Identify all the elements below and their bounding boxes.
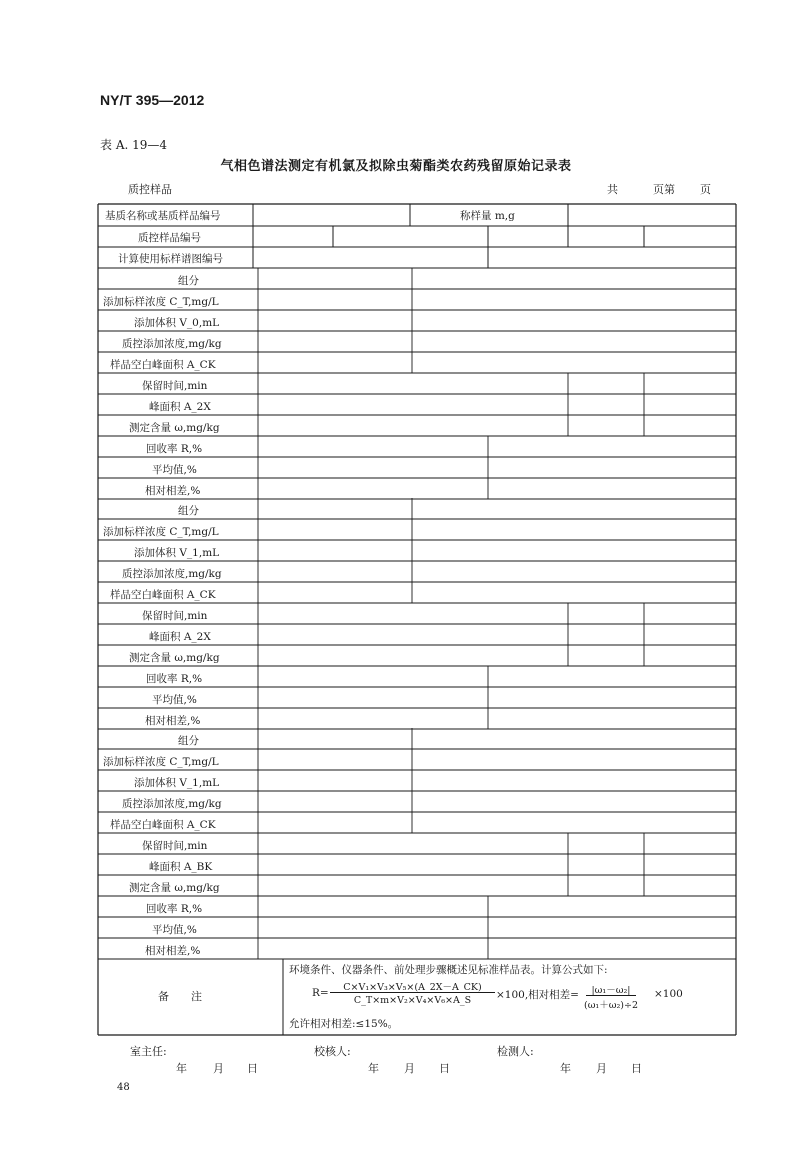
reldiff-denominator: (ω₁＋ω₂)÷2 <box>583 1000 639 1011</box>
group1-component-label: 组分 <box>178 275 199 287</box>
group2-measured-label: 测定含量 ω,mg/kg <box>129 652 220 664</box>
date-day-2: 日 <box>439 1062 450 1075</box>
matrix-label: 基质名称或基质样品编号 <box>105 210 221 222</box>
qc-sample-label: 质控样品 <box>128 183 172 196</box>
allowed-diff: 允许相对相差:≤15%。 <box>289 1018 399 1030</box>
group3-rel-diff-label: 相对相差,% <box>145 945 201 957</box>
group2-area-label: 峰面积 A_2X <box>149 631 211 643</box>
group3-mean-label: 平均值,% <box>152 924 197 936</box>
group3-conc-label: 添加标样浓度 C_T,mg/L <box>103 756 219 768</box>
date-year-1: 年 <box>176 1062 187 1075</box>
page-number: 48 <box>117 1082 130 1093</box>
group3-qc-conc-label: 质控添加浓度,mg/kg <box>122 798 222 810</box>
weigh-label: 称样量 m,g <box>460 210 515 222</box>
group3-component-label: 组分 <box>178 735 199 747</box>
group2-volume-label: 添加体积 V_1,mL <box>134 547 220 559</box>
group1-mean-label: 平均值,% <box>152 464 197 476</box>
group3-measured-label: 测定含量 ω,mg/kg <box>129 882 220 894</box>
remarks-label: 备 注 <box>158 990 202 1003</box>
group2-rel-diff-label: 相对相差,% <box>145 715 201 727</box>
group2-mean-label: 平均值,% <box>152 694 197 706</box>
tester-label: 检测人: <box>497 1045 534 1058</box>
group3-recovery-label: 回收率 R,% <box>146 903 203 915</box>
director-label: 室主任: <box>130 1045 167 1058</box>
date-year-3: 年 <box>560 1062 571 1075</box>
group2-qc-conc-label: 质控添加浓度,mg/kg <box>122 568 222 580</box>
date-month-2: 月 <box>404 1062 415 1075</box>
group3-rt-label: 保留时间,min <box>142 840 208 852</box>
standard-code: NY/T 395—2012 <box>100 92 205 108</box>
group1-volume-label: 添加体积 V_0,mL <box>134 317 220 329</box>
table-title: 气相色谱法测定有机氯及拟除虫菊酯类农药残留原始记录表 <box>220 159 572 174</box>
date-year-2: 年 <box>368 1062 379 1075</box>
group2-rt-label: 保留时间,min <box>142 610 208 622</box>
group1-measured-label: 测定含量 ω,mg/kg <box>129 422 220 434</box>
group3-area-label: 峰面积 A_BK <box>149 861 213 873</box>
group3-volume-label: 添加体积 V_1,mL <box>134 777 220 789</box>
page-total-label: 共 <box>607 183 618 196</box>
formula-denominator: C_T×m×V₂×V₄×V₆×A_S <box>353 995 472 1006</box>
group2-component-label: 组分 <box>178 505 199 517</box>
group1-conc-label: 添加标样浓度 C_T,mg/L <box>103 296 219 308</box>
checker-label: 校核人: <box>314 1045 351 1058</box>
group2-conc-label: 添加标样浓度 C_T,mg/L <box>103 526 219 538</box>
group1-qc-conc-label: 质控添加浓度,mg/kg <box>122 338 222 350</box>
group1-rel-diff-label: 相对相差,% <box>145 485 201 497</box>
date-day-1: 日 <box>247 1062 258 1075</box>
qc-number-label: 质控样品编号 <box>138 232 201 244</box>
group3-blank-label: 样品空白峰面积 A_CK <box>110 819 216 831</box>
formula-numerator: C×V₁×V₃×V₅×(A_2X－A_CK) <box>343 982 482 993</box>
formula-times100: ×100,相对相差= <box>496 989 579 1001</box>
spectrum-number-label: 计算使用标样谱图编号 <box>118 253 223 265</box>
reldiff-tail: ×100 <box>654 988 683 1000</box>
group2-recovery-label: 回收率 R,% <box>146 673 203 685</box>
date-day-3: 日 <box>631 1062 642 1075</box>
group1-blank-label: 样品空白峰面积 A_CK <box>110 359 216 371</box>
group1-rt-label: 保留时间,min <box>142 380 208 392</box>
reldiff-fraction-bar <box>586 995 636 996</box>
table-number: 表 A. 19—4 <box>100 138 168 152</box>
date-month-1: 月 <box>213 1062 224 1075</box>
page-of-label: 页第 <box>653 183 675 196</box>
group2-blank-label: 样品空白峰面积 A_CK <box>110 589 216 601</box>
formula-fraction-bar <box>330 992 495 993</box>
date-month-3: 月 <box>596 1062 607 1075</box>
group1-recovery-label: 回收率 R,% <box>146 443 203 455</box>
formula-r: R= <box>312 987 329 999</box>
group1-area-label: 峰面积 A_2X <box>149 401 211 413</box>
page-unit-label: 页 <box>700 183 711 196</box>
reldiff-numerator: |ω₁－ω₂| <box>591 985 631 996</box>
remarks-line1: 环境条件、仪器条件、前处理步骤概述见标准样品表。计算公式如下: <box>289 964 608 976</box>
